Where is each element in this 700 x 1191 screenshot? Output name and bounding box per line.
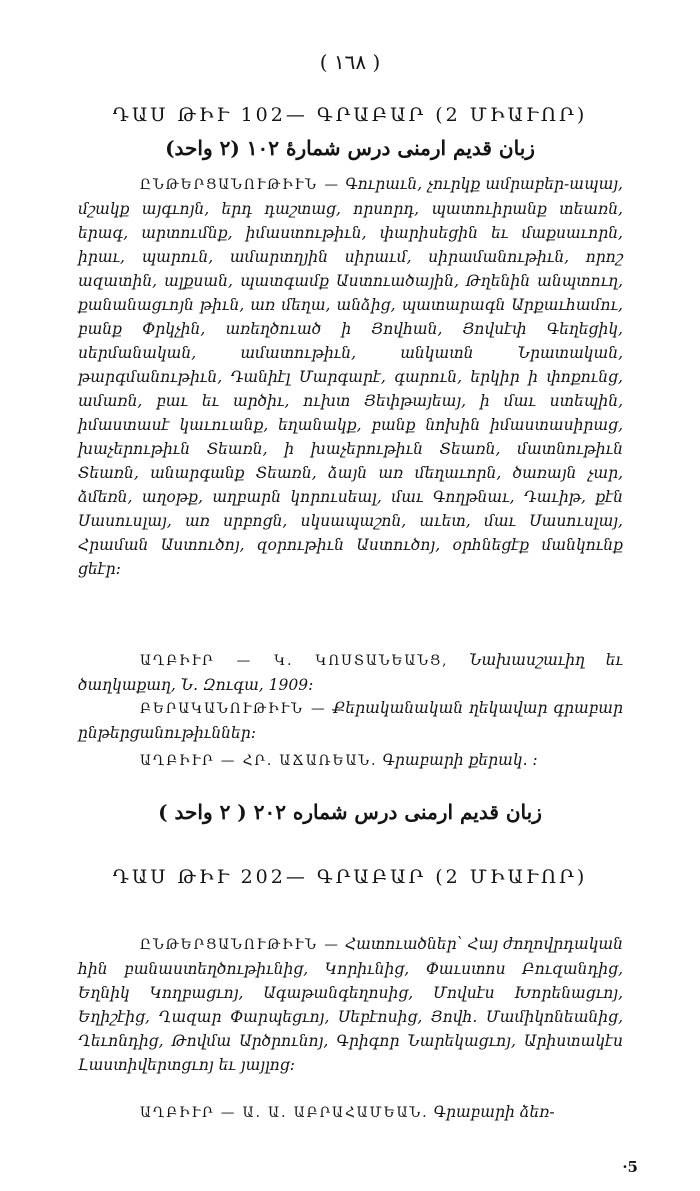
references-label: ԲԵՐԱԿԱՆՈՒԹԻՒՆ — bbox=[140, 701, 327, 717]
course-102-references-paragraph bbox=[78, 696, 623, 745]
textbook-text: Նախասշաւիղ եւ ծաղկաքաղ, Ն. Զուգա, 1909: bbox=[78, 651, 623, 694]
page-number-top: ( ١٦٨ ) bbox=[319, 50, 381, 74]
content-label: ԸՆԹԵՐՑԱՆՈՒԹԻՒՆ — bbox=[140, 177, 340, 193]
content-label: ԸՆԹԵՐՑԱՆՈՒԹԻՒՆ — bbox=[140, 937, 340, 953]
course-202-heading-armenian: ԴԱՍ ԹԻՒ 202— ԳՐԱԲԱՐ (2 ՄԻԱՒՈՐ) bbox=[112, 866, 588, 888]
source-label: ԱՂԲԻՒՐ — Ա. Ա. ԱԲՐԱՀԱՄԵԱՆ. bbox=[140, 1105, 429, 1121]
page-footer-mark: ·5 bbox=[622, 1158, 638, 1176]
source-text: Գրաբարի քերակ. : bbox=[382, 751, 538, 769]
source-label: ԱՂԲԻՒՐ — ՀՐ. ԱՃԱՌԵԱՆ. bbox=[140, 753, 378, 769]
course-102-content-paragraph bbox=[78, 172, 623, 581]
source-text: Գրաբարի ձեռ- bbox=[433, 1103, 555, 1121]
course-202-source-paragraph bbox=[78, 1100, 623, 1125]
course-102-source-paragraph bbox=[78, 748, 623, 773]
references-text: Քերականական ղեկավար գրաբար ընթերցանութիւններ: bbox=[78, 699, 623, 742]
textbook-label: ԱՂԲԻՒՐ — Կ. ԿՈՍՏԱՆԵԱՆՑ, bbox=[140, 653, 449, 669]
course-202-heading-persian: زبان قديم ارمنى درس شماره ۲۰۲ ( ۲ واحد ) bbox=[158, 800, 542, 824]
course-102-heading-armenian: ԴԱՍ ԹԻՒ 102— ԳՐԱԲԱՐ (2 ՄԻԱՒՈՐ) bbox=[112, 104, 588, 126]
course-102-textbook-paragraph bbox=[78, 648, 623, 697]
course-202-content-paragraph bbox=[78, 932, 623, 1077]
content-text: Հատուածներ՝ Հայ ժողովրդական հին բանաստեղծութիւնից, Կորիւնից, Փաւստոս Բուզանդից, Եղնիկ Կողբացւոյ, Ագաթանգեղոսից, Մովսէս Խորենացւոյ, Եղիշէից, Ղազար Փարպեցւոյ, Սեբէոսից, Յովհ. Մամիկոնեանից, Ղեւոնդից, Թովմա Արծրունոյ, Գրիգոր Նարեկացւոյ, Արիստակէս Լաստիվերտցւոյ եւ յայլոց: bbox=[78, 935, 623, 1074]
course-102-heading-persian: زبان قديم ارمنى درس شمارهٔ ۱۰۲ (۲ واحد) bbox=[165, 136, 535, 160]
content-text: Գուրաւն, չուրկք ամրաբեր-ապայ, մշակք այգւոյն, երդ դաշտաց, որսորդ, պատուիրանք տեառն, երագ, արտումնք, իմաստութիւն, փարիսեցին եւ մաքսաւորն, իրաւ, պարուն, ամարտղյին սիրաւմ, սիրամանութիւն, որոշ ազատին, ալքսան, պատգամք Աստուածային, Թղենին անպտուղ, քանանացւոյն թիւն, առ մեղա, անձից, պատարագն Արքաւհամու, բանք Փրկչին, առեղծուած ի Յովհան, Յովսէփ Գեղեցիկ, սերմանական, ամատութիւն, անկատն Նրատական, թարգմանութիւն, Դանիէլ Մարգարէ, գարուն, երկիր ի փոքունց, ամառն, բաւ եւ արծիւ, ուխտ Յեփթայեայ, ի մաւ ստեպին, իմաստասէ կաւուանք, եղանակք, բանք նոխին իմաստասիրաց, խաչերութիւն Տեառն, ի խաչերութիւն Տեառն, մատնութիւն Տեառն, անարգանք Տեառն, ձայն առ մեղաւորն, ծառայն չար, ձմեռն, աղօթք, աղբարն կորուսեալ, մաւ Գողթնաւ, Դաւիթ, քէն Սասուսլայ, առ սրբոցն, սկսապաշոն, աւետ, մաւ Սասուսլայ, Հրաման Աստուծոյ, զօրութիւն Աստուծոյ, օրհնեցէք մանկունք ցեէր: bbox=[78, 175, 623, 578]
